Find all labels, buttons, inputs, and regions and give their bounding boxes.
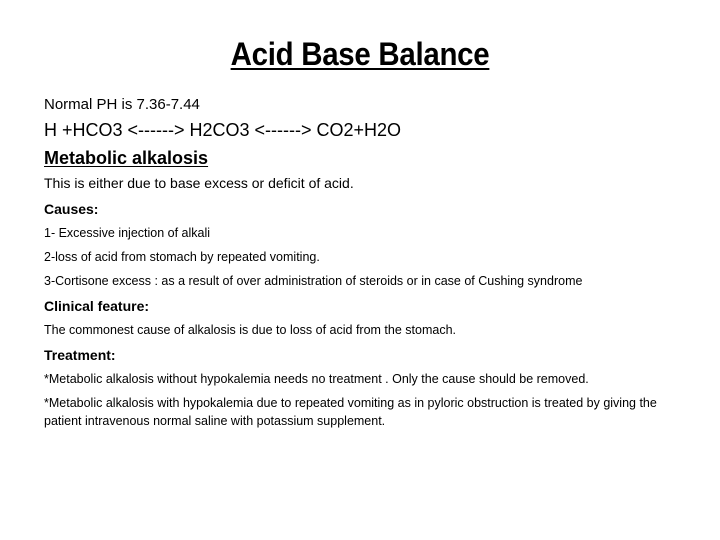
treatment-item: *Metabolic alkalosis with hypokalemia due to repeated vomiting as in pyloric obstruction is treated by giving the patient intravenous normal saline with potassium supplement. bbox=[44, 396, 657, 428]
cause-item: 1- Excessive injection of alkali bbox=[44, 225, 211, 240]
definition-text: This is either due to base excess or deficit of acid. bbox=[44, 175, 354, 192]
cause-item: 2-loss of acid from stomach by repeated vomiting. bbox=[44, 249, 320, 264]
slide-title: Acid Base Balance bbox=[230, 36, 490, 72]
slide-body bbox=[44, 96, 684, 437]
clinical-feature-text: The commonest cause of alkalosis is due to loss of acid from the stomach. bbox=[44, 322, 456, 337]
clinical-feature-heading: Clinical feature: bbox=[44, 297, 150, 314]
treatment-item: *Metabolic alkalosis without hypokalemia needs no treatment . Only the cause should be removed. bbox=[44, 372, 589, 387]
cause-item: 3-Cortisone excess : as a result of over administration of steroids or in case of Cushing syndrome bbox=[44, 273, 583, 288]
normal-ph-text: Normal PH is 7.36-7.44 bbox=[44, 96, 200, 113]
buffer-equation: H +HCO3 <------> H2CO3 <------> CO2+H2O bbox=[44, 120, 402, 140]
causes-heading: Causes: bbox=[44, 200, 99, 217]
treatment-heading: Treatment: bbox=[44, 346, 116, 363]
section-heading: Metabolic alkalosis bbox=[44, 147, 209, 168]
